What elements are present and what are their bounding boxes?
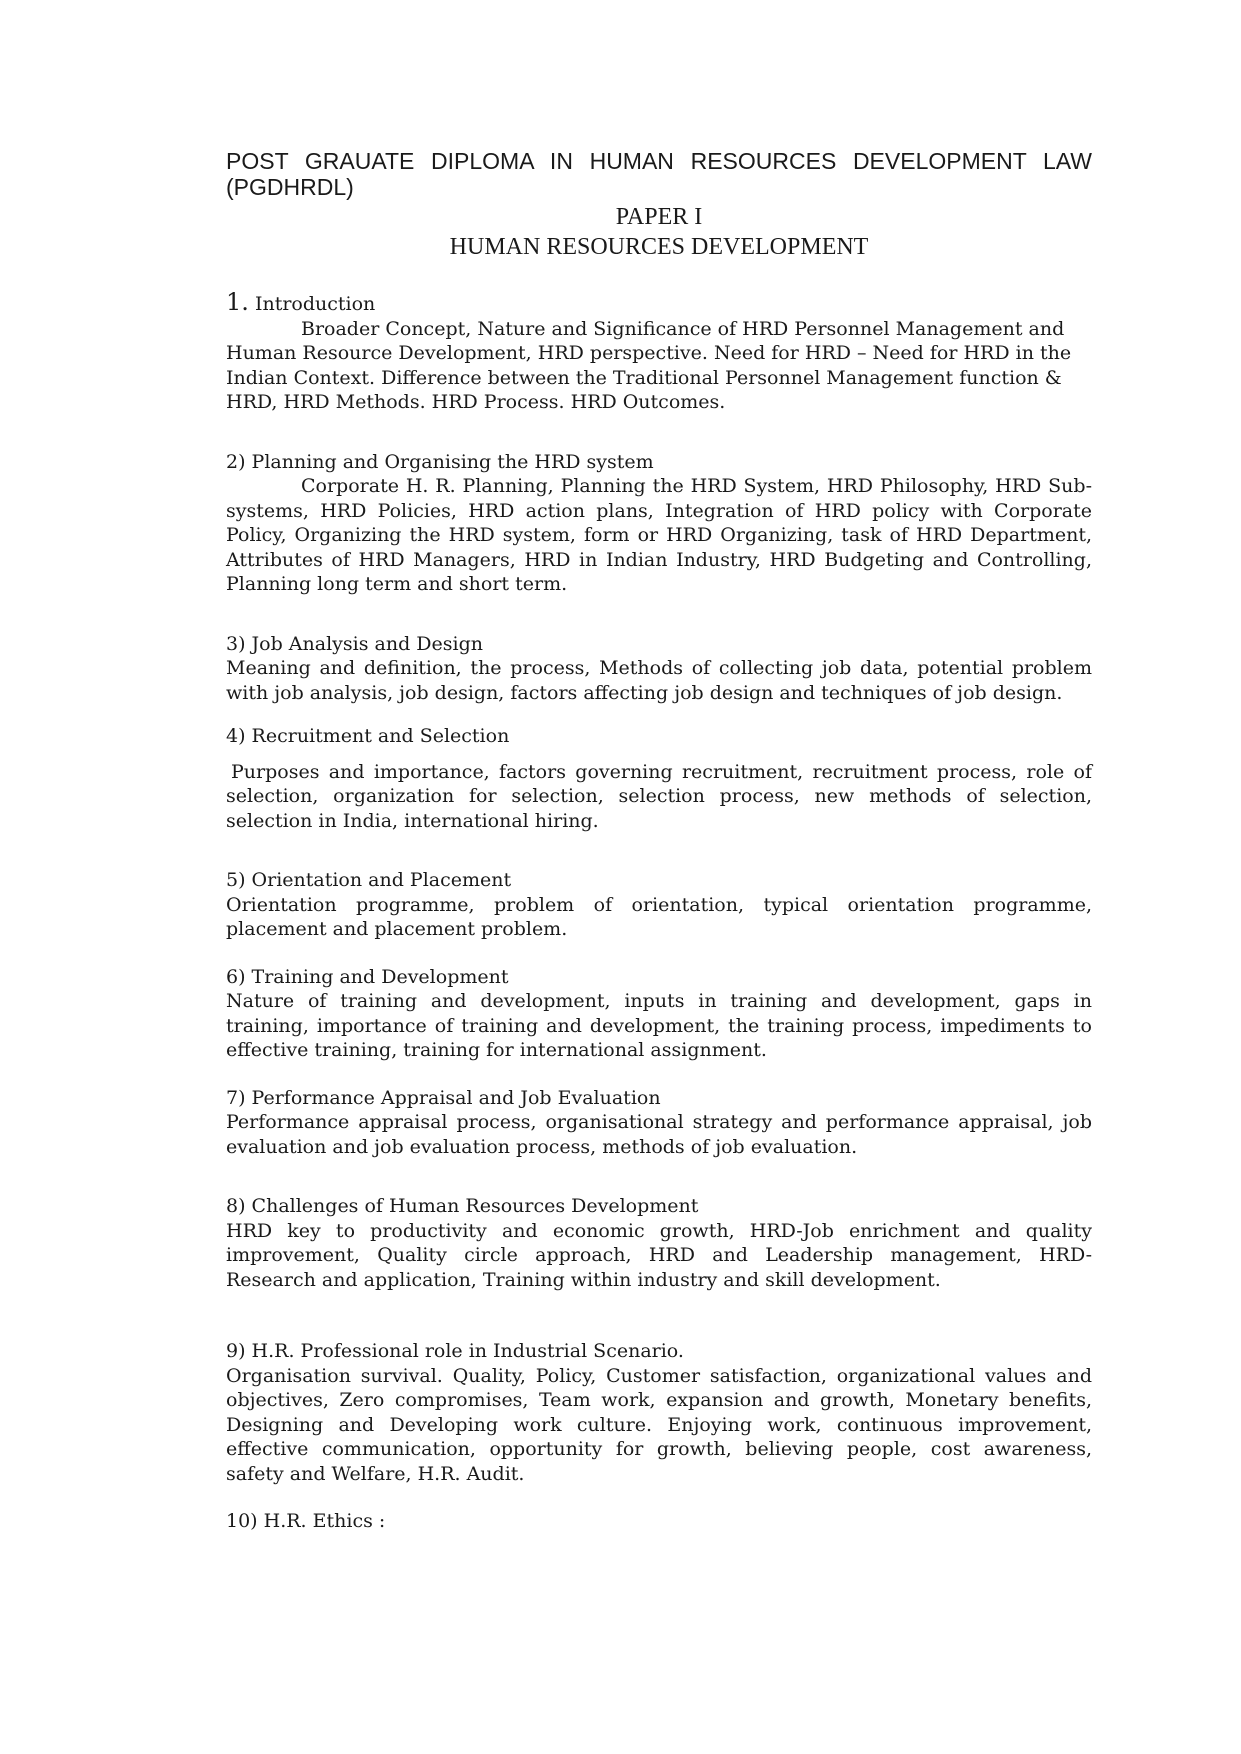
section-heading: 8) Challenges of Human Resources Development (226, 1195, 699, 1217)
section-heading: 2) Planning and Organising the HRD system (226, 450, 654, 473)
section-1 (226, 290, 1092, 415)
section-8 (226, 1194, 1092, 1292)
section-body: Performance appraisal process, organisational strategy and performance appraisal, job evaluation and job evaluation process, methods of job evaluation. (226, 1111, 1092, 1158)
section-2 (226, 450, 1092, 597)
section-heading: 1. Introduction (226, 288, 376, 316)
paper-number: PAPER I (615, 204, 703, 230)
section-3 (226, 632, 1092, 706)
section-6 (226, 965, 1092, 1063)
section-body: Corporate H. R. Planning, Planning the HRD System, HRD Philosophy, HRD Sub-systems, HRD Policies, HRD action plans, Integration of HRD policy with Corporate Policy, Organizing the HRD system, form or HRD Organizing, task of HRD Department, Attributes of HRD Managers, HRD in Indian Industry, HRD Budgeting and Controlling, Planning long term and short term. (226, 475, 1092, 595)
section-body: Purposes and importance, factors governing recruitment, recruitment process, role of selection, organization for selection, selection process, new methods of selection, selection in India, international hiring. (226, 760, 1092, 832)
section-heading: 10) H.R. Ethics : (226, 1510, 386, 1532)
section-heading: 4) Recruitment and Selection (226, 725, 510, 747)
section-body: Meaning and definition, the process, Methods of collecting job data, potential problem with job analysis, job design, factors affecting job design and techniques of job design. (226, 657, 1092, 704)
section-body: Broader Concept, Nature and Significance of HRD Personnel Management and Human Resource Development, HRD perspective. Need for HRD – Need for HRD in the Indian Context. Difference between the Traditional Personnel Management function & HRD, HRD Methods. HRD Process. HRD Outcomes. (226, 317, 1072, 413)
section-body: Nature of training and development, inputs in training and development, gaps in training, importance of training and development, the training process, impediments to effective training, training for international assignment. (226, 990, 1092, 1061)
document-title: POST GRAUATE DIPLOMA IN HUMAN RESOURCES DEVELOPMENT LAW (226, 148, 1092, 174)
section-heading: 6) Training and Development (226, 965, 509, 988)
section-heading: 7) Performance Appraisal and Job Evaluation (226, 1086, 661, 1109)
section-heading: 3) Job Analysis and Design (226, 632, 483, 655)
section-body: Organisation survival. Quality, Policy, Customer satisfaction, organizational values and objectives, Zero compromises, Team work, expansion and growth, Monetary benefits, Designing and Developing work culture. Enjoying work, continuous improvement, effective communication, opportunity for growth, believing people, cost awareness, safety and Welfare, H.R. Audit. (226, 1364, 1092, 1485)
document-title-abbrev: (PGDHRDL) (226, 174, 354, 200)
section-number: 1. (226, 288, 249, 316)
section-body: HRD key to productivity and economic growth, HRD-Job enrichment and quality improvement, Quality circle approach, HRD and Leadership management, HRD-Research and application, Training within industry and skill development. (226, 1219, 1092, 1291)
section-10 (226, 1509, 1092, 1534)
section-7 (226, 1086, 1092, 1160)
section-heading: 5) Orientation and Placement (226, 869, 512, 891)
section-heading: 9) H.R. Professional role in Industrial Scenario. (226, 1340, 684, 1362)
section-body: Orientation programme, problem of orientation, typical orientation programme, placement and placement problem. (226, 893, 1092, 940)
document-page (226, 148, 1092, 1534)
section-9 (226, 1339, 1092, 1486)
section-4 (226, 724, 1092, 833)
section-5 (226, 868, 1092, 942)
paper-title: HUMAN RESOURCES DEVELOPMENT (449, 234, 869, 260)
